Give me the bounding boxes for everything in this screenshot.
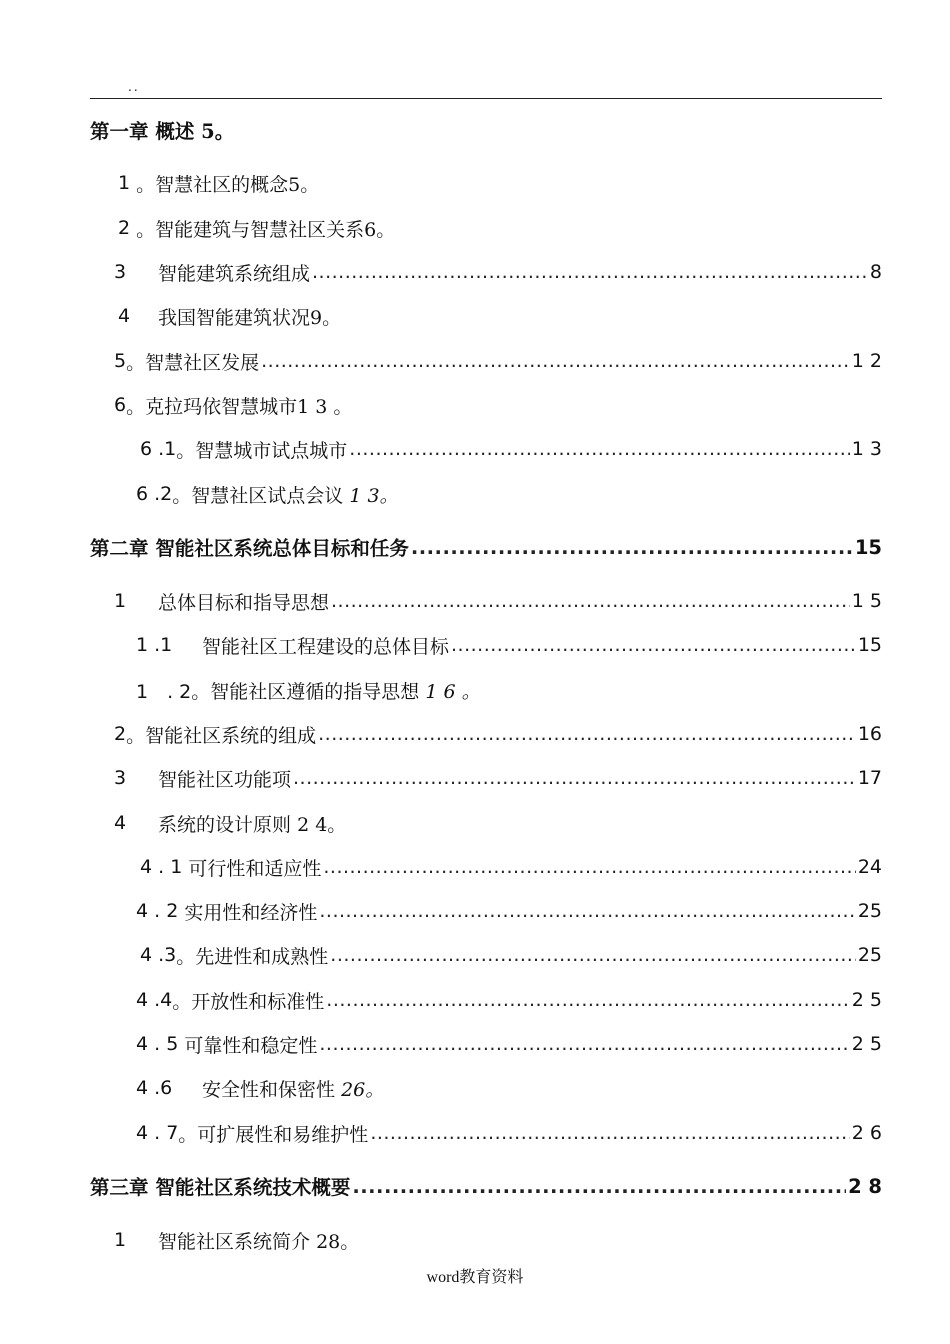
toc-leader-dots	[349, 438, 850, 460]
toc-entry-title: 智能社区工程建设的总体目标	[202, 635, 450, 658]
toc-entry[interactable]	[136, 1119, 882, 1147]
toc-entry-number: 4 . 1	[140, 856, 183, 878]
toc-entry[interactable]	[114, 764, 882, 792]
toc-entry-page: 5。	[288, 173, 320, 196]
toc-entry-title: 。智能社区系统的组成	[126, 724, 317, 747]
toc-entry-title: 。先进性和成熟性	[176, 945, 329, 968]
toc-entry-title: 。智慧社区发展	[126, 351, 260, 374]
toc-entry-number: 3	[114, 767, 127, 789]
toc-entry-number: 1 . 2	[136, 680, 192, 703]
toc-entry-page: 24	[857, 856, 882, 878]
toc-entry-page: 1 6 。	[425, 680, 481, 703]
toc-entry[interactable]	[140, 853, 882, 881]
toc-entry-number: 4 . 7	[136, 1122, 179, 1144]
toc-entry-number: 6 .2	[136, 483, 173, 505]
toc-entry-title: 智能社区系统简介	[158, 1230, 311, 1253]
toc-entry-page: 28。	[316, 1230, 360, 1253]
toc-entry[interactable]	[136, 986, 882, 1014]
toc-entry-title: 智能社区系统技术概要	[155, 1176, 351, 1199]
toc-entry[interactable]	[118, 302, 882, 330]
toc-leader-dots	[331, 590, 850, 612]
toc-entry-page: 1 2	[851, 350, 882, 372]
toc-entry-number: 4 .4	[136, 989, 173, 1011]
toc-leader-dots	[293, 767, 856, 789]
toc-entry[interactable]	[118, 214, 882, 242]
toc-entry[interactable]	[136, 480, 882, 508]
toc-entry[interactable]	[114, 391, 882, 419]
toc-leader-dots	[411, 536, 853, 559]
toc-entry-page: 2 8	[848, 1174, 882, 1198]
toc-leader-dots	[312, 261, 868, 283]
toc-leader-dots	[330, 944, 856, 966]
toc-entry-number: 4 .6	[136, 1077, 173, 1099]
toc-entry-page: 5。	[201, 120, 235, 143]
toc-entry-number: 4	[118, 305, 131, 327]
toc-entry-number: 5	[114, 350, 127, 372]
toc-entry-number: 2	[118, 217, 131, 239]
toc-entry[interactable]	[140, 941, 882, 969]
toc-entry-title: 安全性和保密性	[202, 1078, 336, 1101]
toc-entry-page: 2 6	[851, 1122, 882, 1144]
toc-entry-page: 9。	[310, 306, 342, 329]
toc-entry-title: 实用性和经济性	[184, 901, 318, 924]
toc-entry-chapter-2[interactable]	[90, 533, 882, 561]
toc-entry-page: 16	[857, 723, 882, 745]
toc-entry-page: 1 3 。	[297, 395, 353, 418]
toc-entry[interactable]	[136, 1030, 882, 1058]
toc-entry-page: 2 5	[851, 989, 882, 1011]
toc-entry-title: 概述	[155, 120, 195, 143]
toc-entry-page: 26。	[341, 1078, 385, 1101]
toc-leader-dots	[326, 989, 850, 1011]
toc-entry-page: 17	[857, 767, 882, 789]
toc-entry-page: 25	[857, 900, 882, 922]
toc-entry-number: 1	[118, 172, 131, 194]
toc-entry-title: 可靠性和稳定性	[184, 1034, 318, 1057]
toc-entry-number: 第一章	[90, 120, 149, 143]
toc-leader-dots	[451, 634, 856, 656]
toc-entry-title: 智能社区系统总体目标和任务	[155, 537, 409, 560]
toc-entry-number: 4 . 5	[136, 1033, 179, 1055]
toc-leader-dots	[370, 1122, 849, 1144]
toc-entry[interactable]	[136, 676, 882, 704]
toc-entry-number: 4 .3	[140, 944, 177, 966]
toc-entry-title: 。克拉玛依智慧城市	[126, 395, 298, 418]
toc-entry-page: 2 5	[851, 1033, 882, 1055]
toc-entry-title: 可行性和适应性	[188, 857, 322, 880]
toc-entry[interactable]	[114, 258, 882, 286]
toc-entry-title: 。智能社区遵循的指导思想	[191, 680, 420, 703]
toc-entry[interactable]	[114, 1226, 882, 1254]
toc-entry-page: 15	[857, 634, 882, 656]
toc-leader-dots	[319, 1033, 849, 1055]
toc-entry-number: 4 . 2	[136, 900, 179, 922]
header-dots: ..	[128, 80, 140, 94]
toc-leader-dots	[261, 350, 850, 372]
toc-entry-page: 1 3。	[349, 484, 399, 507]
toc-entry-number: 第三章	[90, 1176, 149, 1199]
toc-entry-title: 。可扩展性和易维护性	[178, 1123, 369, 1146]
toc-entry-number: 4	[114, 812, 127, 834]
toc-entry-page: 1 5	[851, 590, 882, 612]
toc-entry[interactable]	[114, 809, 882, 837]
toc-entry[interactable]	[136, 897, 882, 925]
toc-entry[interactable]	[140, 435, 882, 463]
toc-entry-number: 2	[114, 723, 127, 745]
toc-entry-number: 3	[114, 261, 127, 283]
toc-entry-number: 6 .1	[140, 438, 177, 460]
toc-entry-number: 1 .1	[136, 634, 173, 656]
toc-entry-number: 1	[114, 590, 127, 612]
page-footer: word教育资料	[426, 1269, 524, 1286]
toc-entry[interactable]	[114, 587, 882, 615]
toc-entry-page: 2 4。	[297, 813, 347, 836]
toc-entry[interactable]	[136, 1074, 882, 1102]
toc-entry-page: 25	[857, 944, 882, 966]
toc-entry-title: 。智慧社区试点会议	[172, 484, 344, 507]
toc-entry-page: 8	[869, 261, 882, 283]
header-rule	[90, 98, 882, 99]
toc-entry-number: 6	[114, 394, 127, 416]
toc-entry-number: 第二章	[90, 537, 149, 560]
toc-entry-title: 。智慧社区的概念	[136, 173, 289, 196]
toc-leader-dots	[318, 723, 856, 745]
toc-entry[interactable]	[114, 347, 882, 375]
toc-entry-title: 。智慧城市试点城市	[176, 439, 348, 462]
toc-entry[interactable]	[136, 631, 882, 659]
toc-entry-chapter-1[interactable]	[90, 116, 882, 144]
toc-entry-page: 1 3	[851, 438, 882, 460]
toc-entry-title: 系统的设计原则	[158, 813, 292, 836]
toc-entry-page: 15	[854, 535, 882, 559]
toc-entry[interactable]	[118, 169, 882, 197]
toc-entry-title: 。开放性和标准性	[172, 990, 325, 1013]
toc-entry-chapter-3[interactable]	[90, 1172, 882, 1200]
toc-entry-title: 智能社区功能项	[158, 768, 292, 791]
toc-entry-title: 智能建筑系统组成	[158, 262, 311, 285]
toc-entry-title: 我国智能建筑状况	[158, 306, 311, 329]
toc-entry-number: 1	[114, 1229, 127, 1251]
toc-entry-page: 6。	[364, 218, 396, 241]
toc-entry-title: 。智能建筑与智慧社区关系	[136, 218, 365, 241]
toc-entry-title: 总体目标和指导思想	[158, 591, 330, 614]
toc-leader-dots	[319, 900, 855, 922]
toc-entry[interactable]	[114, 720, 882, 748]
toc-leader-dots	[352, 1175, 846, 1198]
toc-leader-dots	[323, 856, 855, 878]
